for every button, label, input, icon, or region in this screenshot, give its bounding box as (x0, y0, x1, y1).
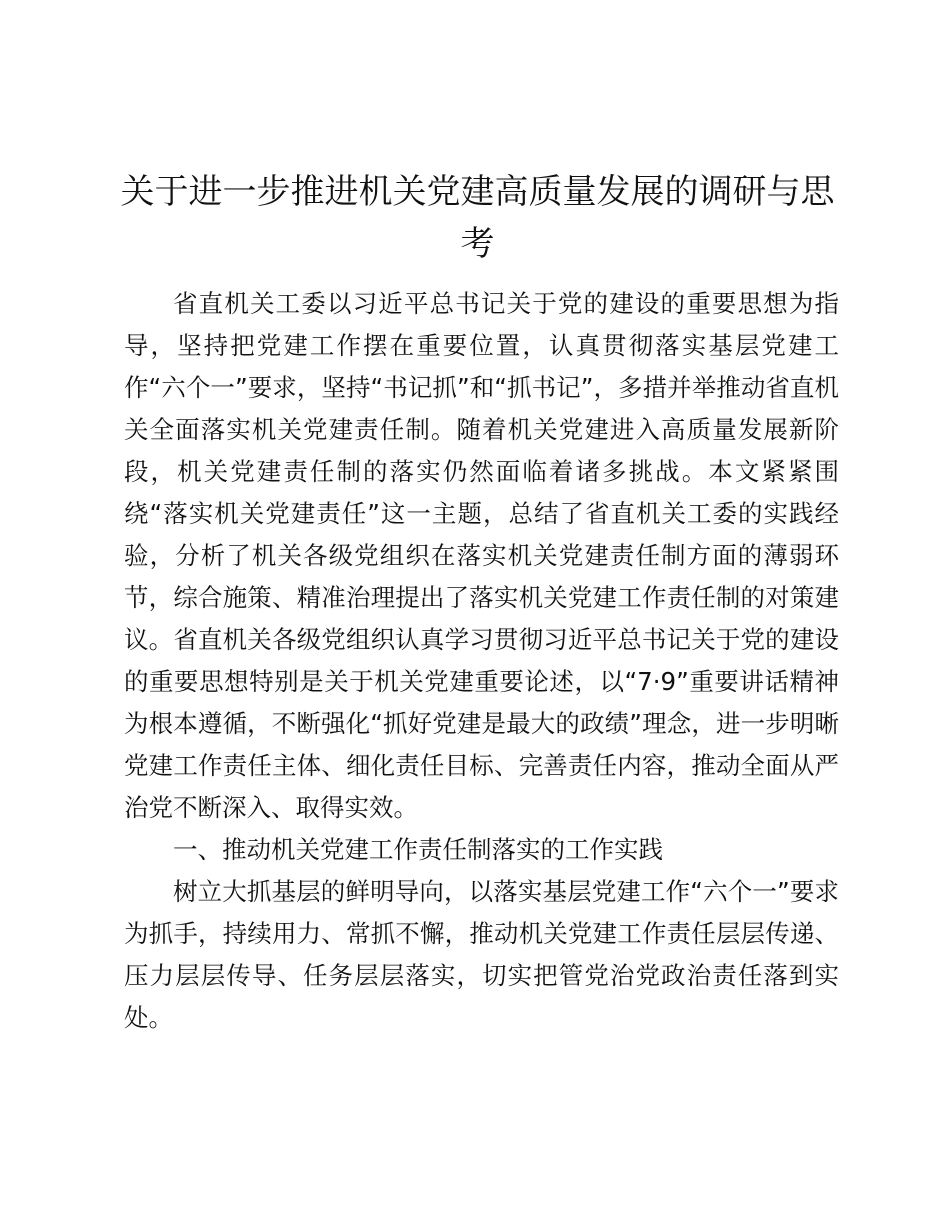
document-body (124, 283, 839, 1039)
document-title: 关于进一步推进机关党建高质量发展的调研与思考 (120, 172, 835, 264)
section-paragraph: 树立大抓基层的鲜明导向，以落实基层党建工作“六个一”要求为抓手，持续用力、常抓不懈，推动机关党建工作责任层层传递、压力层层传导、任务层层落实，切实把管党治党政治责任落到实处。 (124, 877, 839, 1032)
section-heading: 一、推动机关党建工作责任制落实的工作实践 (173, 835, 663, 864)
intro-paragraph: 省直机关工委以习近平总书记关于党的建设的重要思想为指导，坚持把党建工作摆在重要位置，认真贯彻落实基层党建工作“六个一”要求，坚持“书记抓”和“抓书记”，多措并举推动省直机关全面落实机关党建责任制。随着机关党建进入高质量发展新阶段，机关党建责任制的落实仍然面临着诸多挑战。本文紧紧围绕“落实机关党建责任”这一主题，总结了省直机关工委的实践经验，分析了机关各级党组织在落实机关党建责任制方面的薄弱环节，综合施策、精准治理提出了落实机关党建工作责任制的对策建议。省直机关各级党组织认真学习贯彻习近平总书记关于党的建设的重要思想特别是关于机关党建重要论述，以“7·9”重要讲话精神为根本遵循，不断强化“抓好党建是最大的政绩”理念，进一步明晰党建工作责任主体、细化责任目标、完善责任内容，推动全面从严治党不断深入、取得实效。 (124, 289, 839, 822)
